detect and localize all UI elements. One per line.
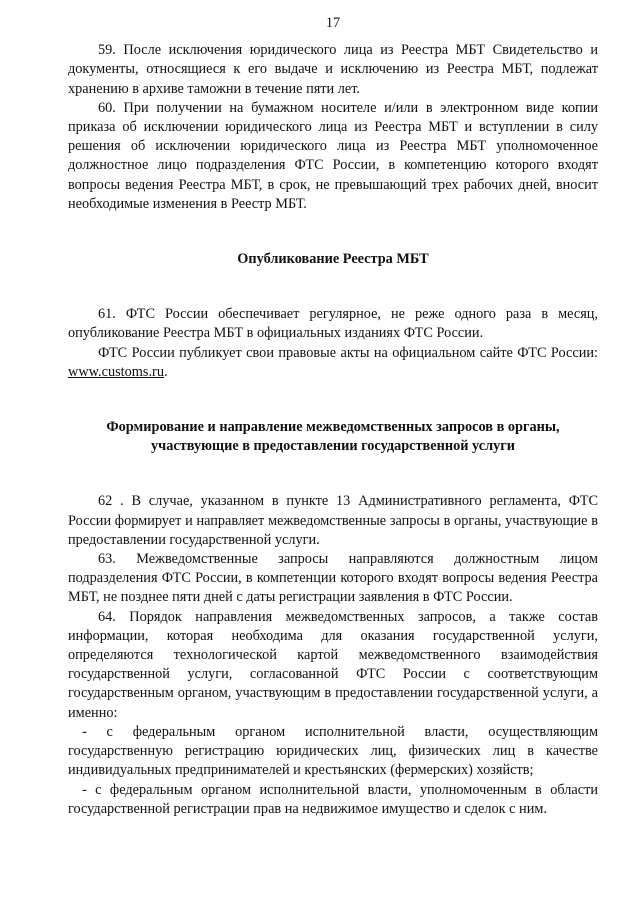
paragraph-62: 62 . В случае, указанном в пункте 13 Административного регламента, ФТС России формирует и направляет межведомственные запросы в органы, участвующие в предоставлении государственной услуги. <box>68 493 598 548</box>
paragraph-61-website <box>68 344 598 382</box>
section-heading-publication: Опубликование Реестра МБТ <box>237 251 429 268</box>
paragraph-61-website-end: . <box>163 363 168 380</box>
page-number: 17 <box>325 15 341 31</box>
paragraph-61-website-text: ФТС России публикует свои правовые акты на официальном сайте ФТС России: <box>98 344 598 361</box>
list-item-property-registration-authority: - с федеральным органом исполнительной власти, уполномоченным в области государственной регистрации прав на недвижимое имущество и сделок с ним. <box>68 781 598 817</box>
heading-line-1: Формирование и направление межведомственных запросов в органы, <box>106 419 560 436</box>
heading-line-2: участвующие в предоставлении государственной услуги <box>150 438 515 455</box>
list-item-registration-authority: - с федеральным органом исполнительной власти, осуществляющим государственную регистрацию юридических лиц, физических лиц в качестве индивидуальных предпринимателей и крестьянских (фермерских) хозяйств; <box>68 723 598 779</box>
paragraph-64: 64. Порядок направления межведомственных запросов, а также состав информации, которая необходима для оказания государственной услуги, определяются технологической картой межведомственного взаимодействия государственной услуги, согласованной ФТС России с соответствующим государственным органом, участвующим в предоставлении государственной услуги, а именно: <box>68 608 598 721</box>
paragraph-60: 60. При получении на бумажном носителе и/или в электронном виде копии приказа об исключении юридического лица из Реестра МБТ и вступлении в силу решения об исключении юридического лица из Реестра МБТ уполномоченное должностное лицо подразделения ФТС России, в компетенцию которого входят вопросы ведения Реестра МБТ, в срок, не превышающий трех рабочих дней, вносит необходимые изменения в Реестр МБТ. <box>68 99 598 212</box>
paragraph-61: 61. ФТС России обеспечивает регулярное, не реже одного раза в месяц, опубликование Реестра МБТ в официальных изданиях ФТС России. <box>68 306 598 342</box>
paragraph-63: 63. Межведомственные запросы направляются должностным лицом подразделения ФТС России, в компетенции которого входят вопросы ведения Реестра МБТ, не позднее пяти дней с даты регистрации заявления в ФТС России. <box>68 551 598 606</box>
paragraph-59: 59. После исключения юридического лица из Реестра МБТ Свидетельство и документы, относящиеся к его выдаче и исключению из Реестра МБТ, подлежат хранению в архиве таможни в течение пяти лет. <box>68 42 598 97</box>
customs-website-link[interactable]: www.customs.ru <box>68 363 164 380</box>
section-heading-interagency-requests <box>68 418 598 456</box>
